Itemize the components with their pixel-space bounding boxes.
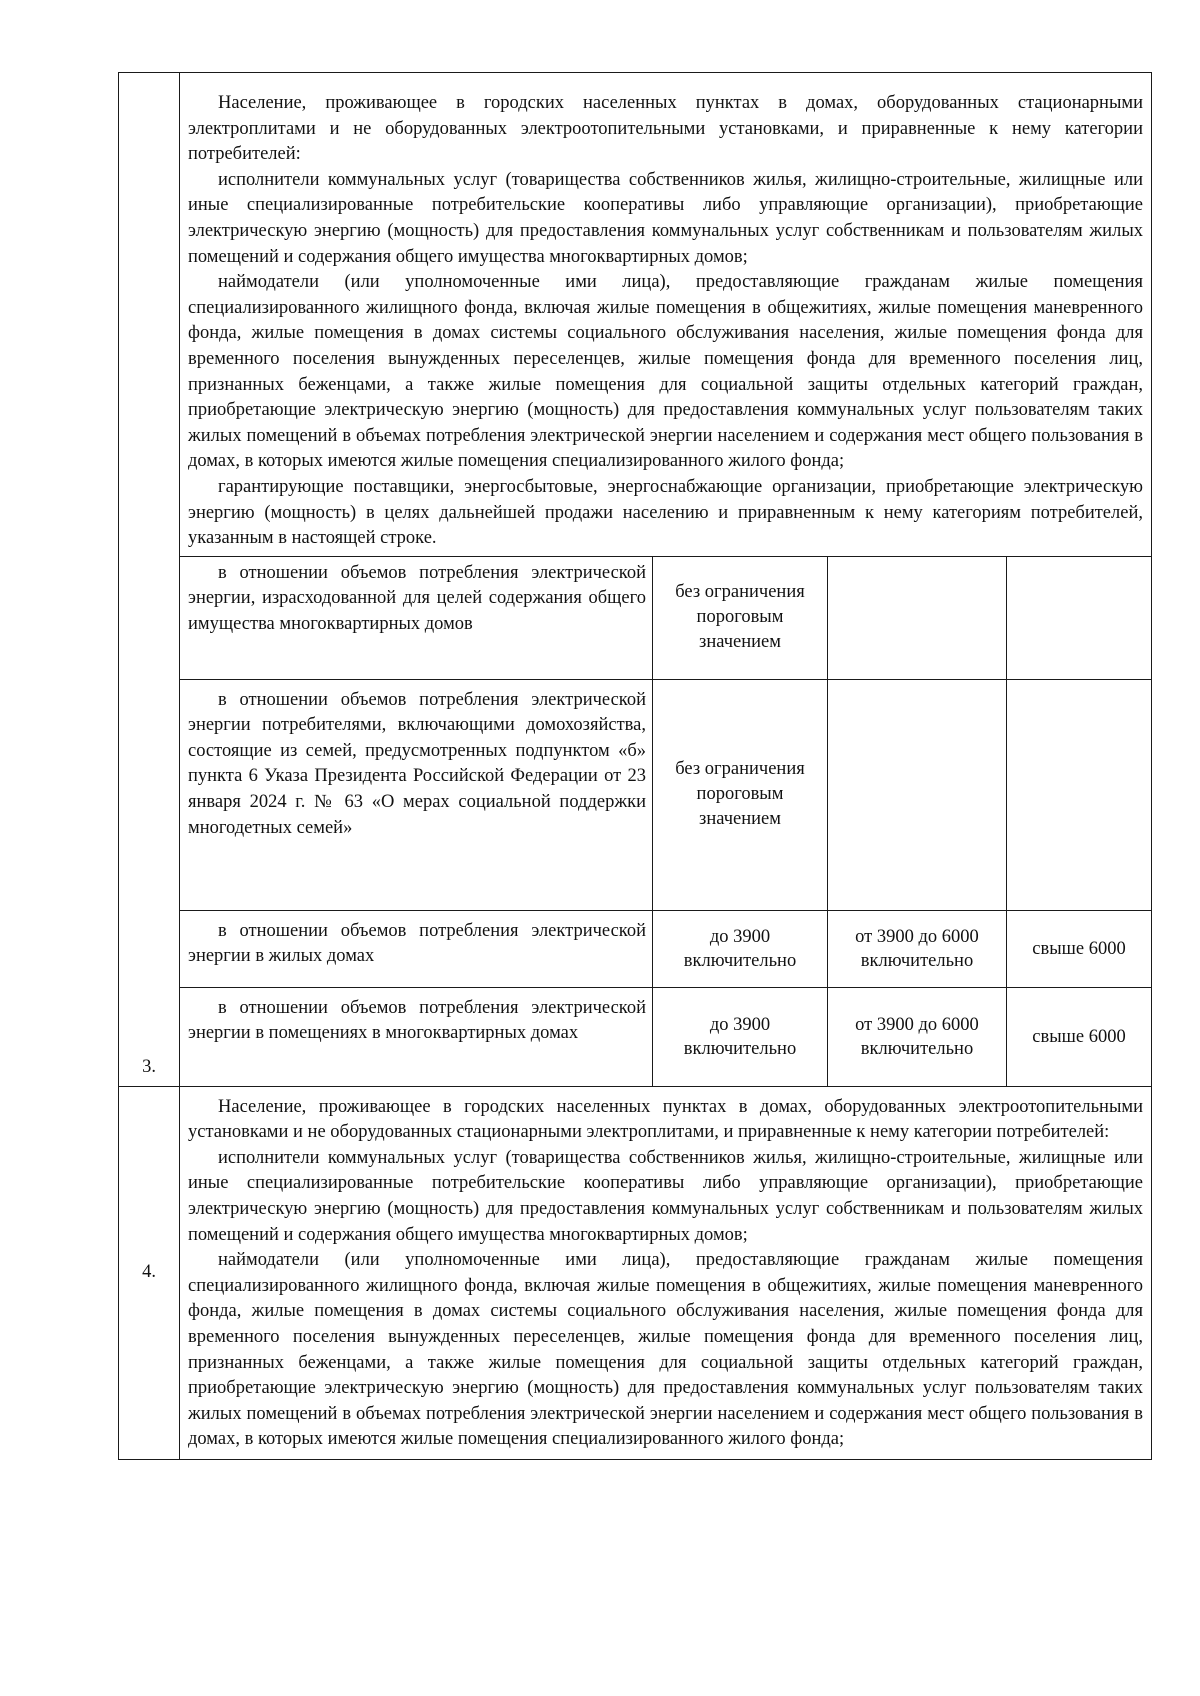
table-row-3 [119, 73, 1152, 1087]
category-intro: Население, проживающее в городских населенных пунктах в домах, оборудованных стационарными электроплитами и не оборудованных электроотопительными установками, и приравненные к нему категории потребителей: [188, 93, 1143, 165]
subtable-row [180, 679, 1151, 910]
threshold-range-3 [1007, 556, 1152, 679]
subrow-description: в отношении объемов потребления электрической энергии, израсходованной для целей содержания общего имущества многоквартирных домов [180, 556, 653, 679]
threshold-range-1: до 3900 включительно [653, 987, 828, 1086]
row-number: 3. [142, 1056, 156, 1077]
consumer-category-text [180, 73, 1151, 556]
consumer-category-text [180, 1087, 1151, 1459]
threshold-range-3: свыше 6000 [1007, 910, 1152, 987]
threshold-range-2 [828, 679, 1007, 910]
threshold-range-2 [828, 556, 1007, 679]
subtable-row [180, 556, 1151, 679]
row-content-cell [180, 73, 1152, 1087]
threshold-range-3: свыше 6000 [1007, 987, 1152, 1086]
subrow-description: в отношении объемов потребления электрической энергии потребителями, включающими домохозяйства, состоящие из семей, предусмотренных подпунктом «б» пункта 6 Указа Президента Российской Федерации от 23 января 2024 г. № 63 «О мерах социальной поддержки многодетных семей» [180, 679, 653, 910]
subtable-row [180, 987, 1151, 1086]
row-number-cell [119, 1086, 180, 1459]
threshold-subtable [180, 556, 1151, 1086]
row-number-cell [119, 73, 180, 1087]
table-row-4 [119, 1086, 1152, 1459]
category-paragraph: исполнители коммунальных услуг (товарищества собственников жилья, жилищно-строительные, жилищные или иные специализированные потребительские кооперативы либо управляющие организации), приобретающие электрическую энергию (мощность) для предоставления коммунальных услуг собственникам и пользователям жилых помещений и содержания общего имущества многоквартирных домов; [188, 169, 1143, 267]
subrow-description: в отношении объемов потребления электрической энергии в помещениях в многоквартирных домах [180, 987, 653, 1086]
threshold-range-2: от 3900 до 6000 включительно [828, 987, 1007, 1086]
category-intro: Население, проживающее в городских населенных пунктах в домах, оборудованных электроотопительными установками и не оборудованных стационарными электроплитами, и приравненные к нему категории потребителей: [188, 1096, 1143, 1143]
subrow-description: в отношении объемов потребления электрической энергии в жилых домах [180, 910, 653, 987]
row-number: 4. [142, 1262, 156, 1283]
threshold-range-2: от 3900 до 6000 включительно [828, 910, 1007, 987]
threshold-range-3 [1007, 679, 1152, 910]
document-page [118, 72, 1152, 1460]
category-paragraph: исполнители коммунальных услуг (товарищества собственников жилья, жилищно-строительные, жилищные или иные специализированные потребительские кооперативы либо управляющие организации), приобретающие электрическую энергию (мощность) для предоставления коммунальных услуг собственникам и пользователям жилых помещений и содержания общего имущества многоквартирных домов; [188, 1147, 1143, 1245]
row-content-cell [180, 1086, 1152, 1459]
threshold-range-1: без ограничения пороговым значением [653, 556, 828, 679]
category-paragraph: гарантирующие поставщики, энергосбытовые, энергоснабжающие организации, приобретающие электрическую энергию (мощность) в целях дальнейшей продажи населению и приравненным к нему категориям потребителей, указанным в настоящей строке. [188, 476, 1143, 549]
subtable-row [180, 910, 1151, 987]
threshold-range-1: без ограничения пороговым значением [653, 679, 828, 910]
threshold-range-1: до 3900 включительно [653, 910, 828, 987]
category-paragraph: наймодатели (или уполномоченные ими лица), предоставляющие гражданам жилые помещения специализированного жилищного фонда, включая жилые помещения в общежитиях, жилые помещения маневренного фонда, жилые помещения в домах системы социального обслуживания населения, жилые помещения фонда для временного поселения вынужденных переселенцев, жилые помещения фонда для временного поселения лиц, признанных беженцами, а также жилые помещения для социальной защиты отдельных категорий граждан, приобретающие электрическую энергию (мощность) для предоставления коммунальных услуг пользователям таких жилых помещений в объемах потребления электрической энергии населением и содержания мест общего пользования в домах, в которых имеются жилые помещения специализированного жилого фонда; [188, 1250, 1143, 1450]
category-paragraph: наймодатели (или уполномоченные ими лица), предоставляющие гражданам жилые помещения специализированного жилищного фонда, включая жилые помещения в общежитиях, жилые помещения маневренного фонда, жилые помещения в домах системы социального обслуживания населения, жилые помещения фонда для временного поселения вынужденных переселенцев, жилые помещения фонда для временного поселения лиц, признанных беженцами, а также жилые помещения для социальной защиты отдельных категорий граждан, приобретающие электрическую энергию (мощность) для предоставления коммунальных услуг пользователям таких жилых помещений в объемах потребления электрической энергии населением и содержания мест общего пользования в домах, в которых имеются жилые помещения специализированного жилого фонда; [188, 272, 1143, 472]
tariff-table [118, 72, 1152, 1460]
